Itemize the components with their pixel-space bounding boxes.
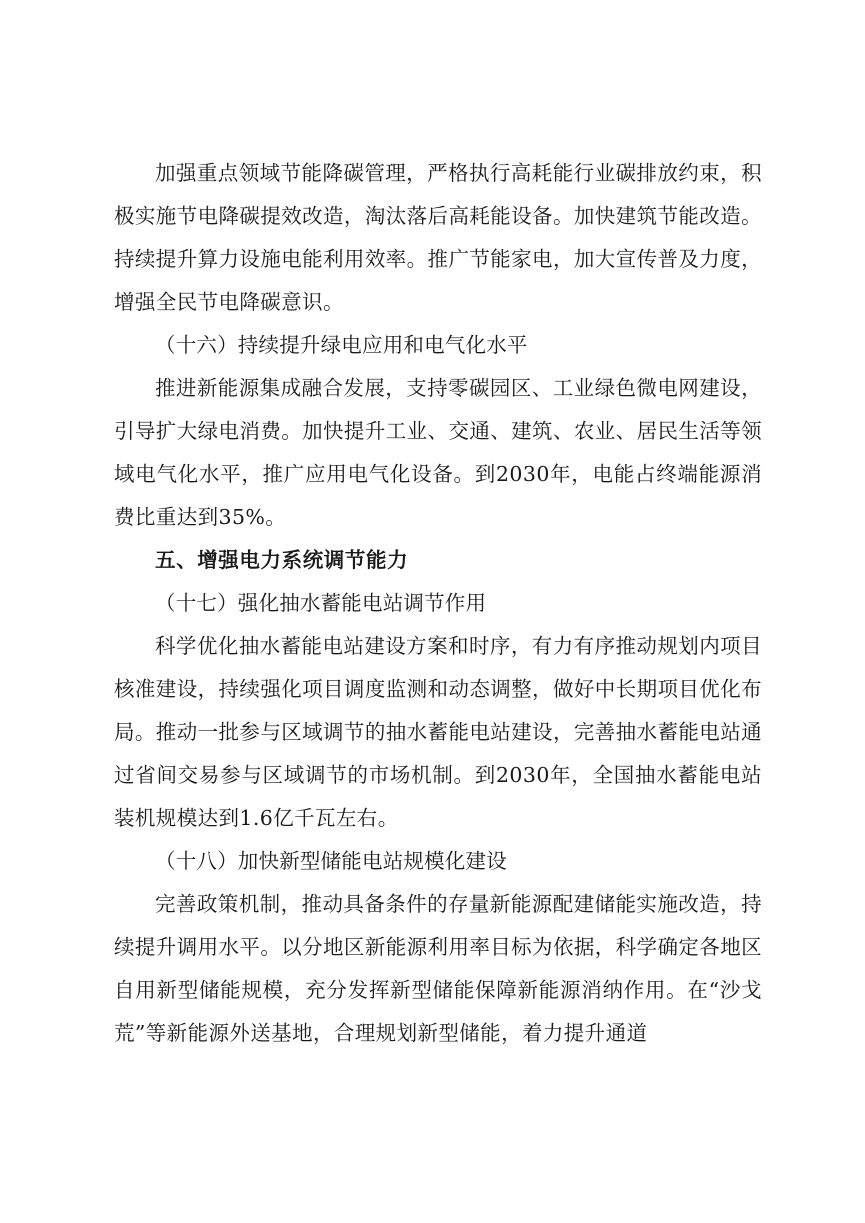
paragraph-pumped-storage: 科学优化抽水蓄能电站建设方案和时序，有力有序推动规划内项目核准建设，持续强化项目调度监测和动态调整，做好中长期项目优化布局。推动一批参与区域调节的抽水蓄能电站建设，完善抽水蓄能电站通过省间交易参与区域调节的市场机制。到2030年，全国抽水蓄能电站装机规模达到1.6亿千瓦左右。 <box>114 634 762 830</box>
paragraph-green-electricity: 推进新能源集成融合发展，支持零碳园区、工业绿色微电网建设，引导扩大绿电消费。加快提升工业、交通、建筑、农业、居民生活等领域电气化水平，推广应用电气化设备。到2030年，电能占终端能源消费比重达到35%。 <box>114 376 762 529</box>
paragraph-energy-saving: 加强重点领域节能降碳管理，严格执行高耗能行业碳排放约束，积极实施节电降碳提效改造，淘汰落后高耗能设备。加快建筑节能改造。持续提升算力设施电能利用效率。推广节能家电，加大宣传普及力度，增强全民节电降碳意识。 <box>114 161 762 314</box>
document-body <box>114 152 762 1055</box>
subheading-18: （十八）加快新型储能电站规模化建设 <box>155 849 507 873</box>
section-heading-5: 五、增强电力系统调节能力 <box>155 548 409 572</box>
paragraph-new-energy-storage: 完善政策机制，推动具备条件的存量新能源配建储能实施改造，持续提升调用水平。以分地区新能源利用率目标为依据，科学确定各地区自用新型储能规模，充分发挥新型储能保障新能源消纳作用。在“沙戈荒”等新能源外送基地，合理规划新型储能，着力提升通道 <box>114 892 762 1045</box>
subheading-16: （十六）持续提升绿电应用和电气化水平 <box>155 333 528 357</box>
subheading-17: （十七）强化抽水蓄能电站调节作用 <box>155 591 487 615</box>
